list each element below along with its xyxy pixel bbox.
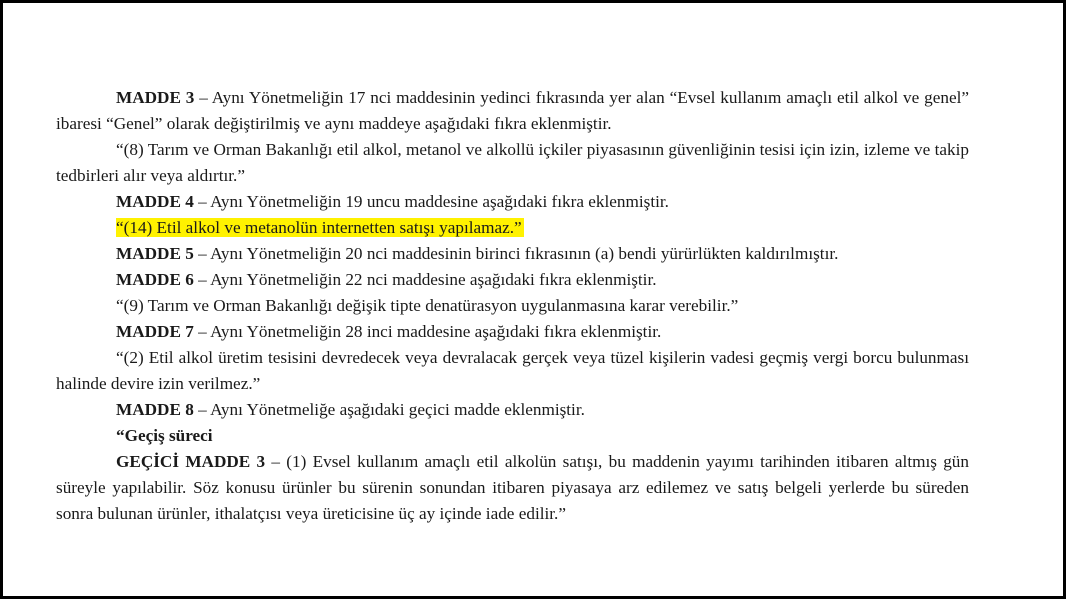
madde-3-quote [56, 137, 969, 189]
document-body [56, 85, 969, 527]
madde-3-label: MADDE 3 [116, 88, 195, 107]
madde-5-text: – Aynı Yönetmeliğin 20 nci maddesinin birinci fıkrasının (a) bendi yürürlükten kaldırılmıştır. [193, 244, 839, 263]
madde-5-label: MADDE 5 [116, 244, 194, 263]
madde-5-paragraph [56, 241, 969, 267]
madde-7-quote-text: “(2) Etil alkol üretim tesisini devredecek veya devralacak gerçek veya tüzel kişilerin vadesi geçmiş vergi borcu bulunması halinde devire izin verilmez.” [56, 348, 969, 393]
madde-3-paragraph [56, 85, 969, 137]
madde-7-paragraph [56, 319, 969, 345]
madde-7-label: MADDE 7 [116, 322, 194, 341]
gecis-sureci-heading [56, 423, 969, 449]
madde-7-quote [56, 345, 969, 397]
gecici-madde-3-label: GEÇİCİ MADDE 3 [116, 452, 266, 471]
madde-6-paragraph [56, 267, 969, 293]
madde-6-quote [56, 293, 969, 319]
madde-4-quote [56, 215, 969, 241]
madde-3-quote-text: “(8) Tarım ve Orman Bakanlığı etil alkol, metanol ve alkollü içkiler piyasasının güvenliğinin tesisi için izin, izleme ve takip tedbirleri alır veya aldırtır.” [56, 140, 969, 185]
madde-7-text: – Aynı Yönetmeliğin 28 inci maddesine aşağıdaki fıkra eklenmiştir. [193, 322, 662, 341]
gecis-sureci-text: “Geçiş süreci [116, 426, 213, 445]
madde-3-text: – Aynı Yönetmeliğin 17 nci maddesinin yedinci fıkrasında yer alan “Evsel kullanım amaçlı etil alkol ve genel” ibaresi “Genel” olarak değiştirilmiş ve aynı maddeye aşağıdaki fıkra eklenmiştir. [56, 88, 969, 133]
gecici-madde-3-text: – (1) Evsel kullanım amaçlı etil alkolün satışı, bu maddenin yayımı tarihinden itibaren altmış gün süreyle yapılabilir. Söz konusu ürünler bu sürenin sonundan itibaren piyasaya arz edilemez ve satış belgeli yerlerde bu süreden sonra bulunan ürünler, ithalatçısı veya üreticisine üç ay içinde iade edilir.” [56, 452, 969, 523]
madde-8-paragraph [56, 397, 969, 423]
gecici-madde-3-paragraph [56, 449, 969, 527]
madde-8-label: MADDE 8 [116, 400, 194, 419]
madde-8-text: – Aynı Yönetmeliğe aşağıdaki geçici madde eklenmiştir. [193, 400, 585, 419]
madde-4-text: – Aynı Yönetmeliğin 19 uncu maddesine aşağıdaki fıkra eklenmiştir. [193, 192, 669, 211]
madde-6-label: MADDE 6 [116, 270, 194, 289]
madde-4-paragraph [56, 189, 969, 215]
highlighted-quote: “(14) Etil alkol ve metanolün internetten satışı yapılamaz.” [116, 218, 522, 237]
madde-6-text: – Aynı Yönetmeliğin 22 nci maddesine aşağıdaki fıkra eklenmiştir. [193, 270, 657, 289]
madde-4-label: MADDE 4 [116, 192, 194, 211]
madde-6-quote-text: “(9) Tarım ve Orman Bakanlığı değişik tipte denatürasyon uygulanmasına karar verebilir.” [116, 296, 739, 315]
